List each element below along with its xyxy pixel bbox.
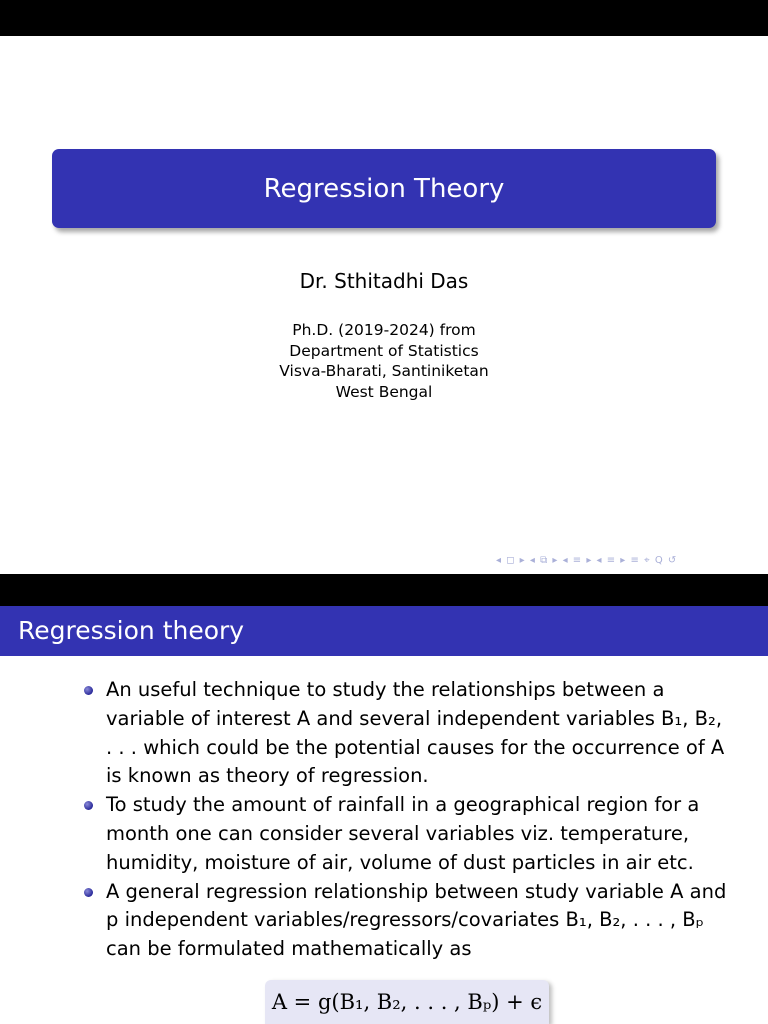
affiliation-line: Visva-Bharati, Santiniketan [279, 362, 489, 380]
slide-title: Regression Theory [263, 173, 505, 204]
bullet-text: To study the amount of rainfall in a geographical region for a month one can consider several variables viz. temperature, humidity, moisture of air, volume of dust particles in air etc. [106, 793, 700, 874]
affiliation-line: Department of Statistics [289, 341, 479, 360]
bullet-icon [84, 686, 93, 695]
affiliation [0, 320, 768, 402]
content-slide [0, 606, 768, 1024]
affiliation-line: Ph.D. (2019-2024) from [292, 321, 476, 339]
list-item [0, 676, 768, 791]
list-item [0, 791, 768, 877]
bullet-icon [84, 801, 93, 810]
bullet-icon [84, 888, 93, 897]
top-black-bar [0, 0, 768, 36]
bullet-text: A general regression relationship between study variable A and p independent variables/regressors/covariates B₁, B₂, . . . , Bₚ can be formulated mathematically as [106, 879, 727, 961]
list-item [0, 878, 768, 964]
affiliation-line: West Bengal [335, 382, 433, 401]
title-box [52, 149, 716, 228]
beamer-navigation-symbols[interactable]: ◂ ◻ ▸ ◂ ⧉ ▸ ◂ ≡ ▸ ◂ ≡ ▸ ≡ ⌖ Q ↺ [496, 555, 678, 566]
author-name: Dr. Sthitadhi Das [299, 269, 469, 293]
bullet-text: An useful technique to study the relationships between a variable of interest A and several independent variables B₁, B₂, . . . which could be the potential causes for the occurrence of A is known as theory of regression. [106, 678, 725, 788]
equation-block [265, 980, 549, 1024]
frame-title: Regression theory [0, 606, 768, 656]
title-slide [0, 36, 768, 574]
bullet-list [0, 676, 768, 964]
slide-separator [0, 574, 768, 606]
regression-equation: A = g(B₁, B₂, . . . , Bₚ) + ϵ [271, 990, 543, 1014]
